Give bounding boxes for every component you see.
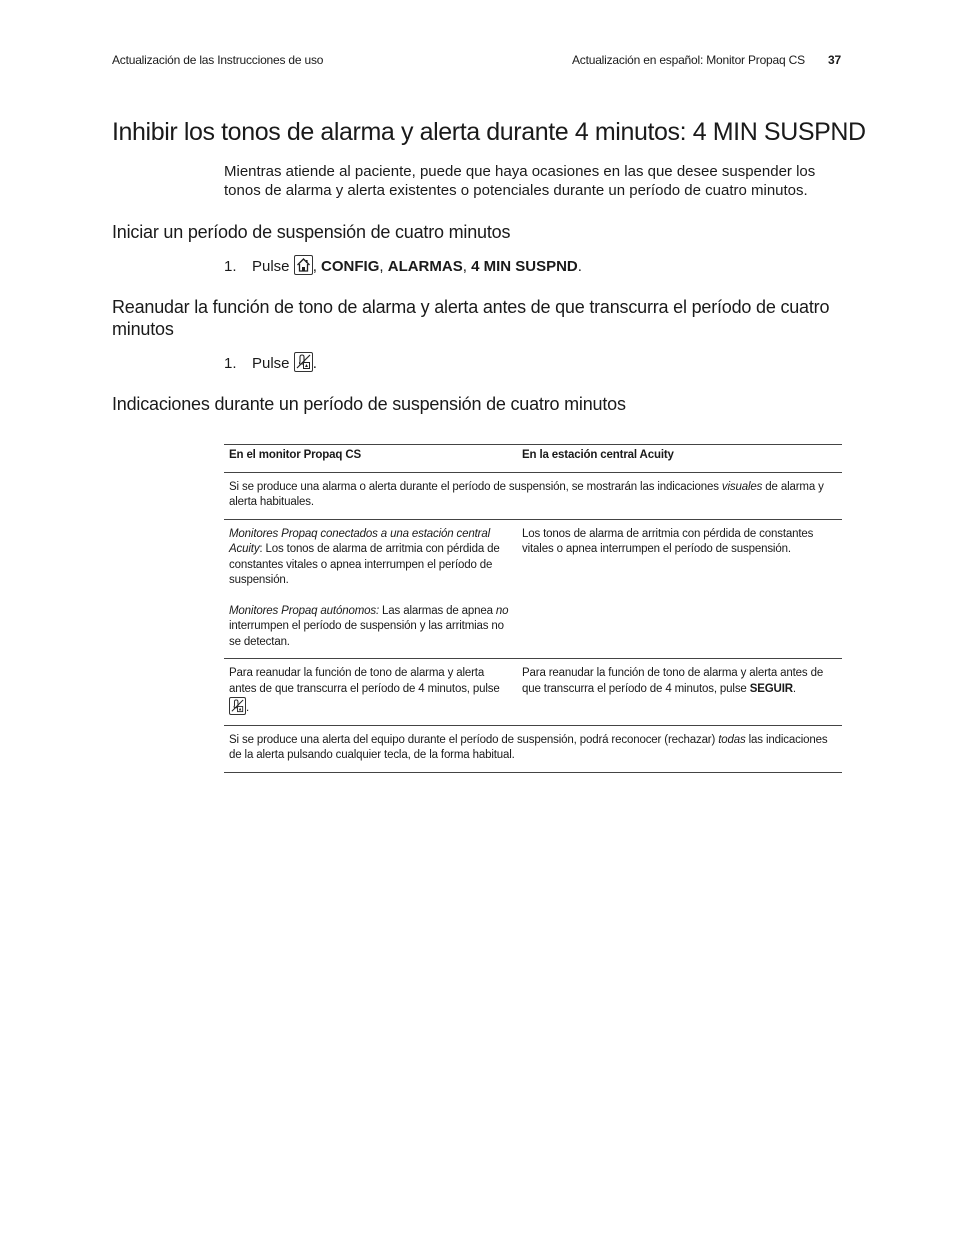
table-header-row xyxy=(224,445,842,473)
section-heading-resume: Reanudar la función de tono de alarma y alerta antes de que transcurra el período de cuatro minutos xyxy=(112,297,830,339)
seguir-key: SEGUIR xyxy=(749,682,793,695)
table-row xyxy=(224,725,842,772)
suspnd-key: 4 MIN SUSPND xyxy=(471,258,578,275)
step-number: 1. xyxy=(224,355,237,372)
step-resume: 1. Pulse . xyxy=(224,352,317,374)
alarm-silence-icon xyxy=(229,697,246,715)
running-header-left: Actualización de las Instrucciones de uso xyxy=(112,53,324,67)
column-header-central-station: En la estación central Acuity xyxy=(517,445,842,473)
table-row xyxy=(224,659,842,726)
table-cell: Para reanudar la función de tono de alarma y alerta antes de que transcurra el período de 4 minutos, pulse SEGUIR. xyxy=(517,659,842,726)
table-cell: Los tonos de alarma de arritmia con pérdida de constantes vitales o apnea interrumpen el período de suspensión. xyxy=(517,519,842,659)
config-key: CONFIG xyxy=(321,258,380,275)
step-start-suspend: 1. Pulse , CONFIG, ALARMAS, 4 MIN SUSPND. xyxy=(224,255,582,277)
section-heading-start-suspend: Iniciar un período de suspensión de cuatro minutos xyxy=(112,222,511,242)
table-cell: Si se produce una alarma o alerta durante el período de suspensión, se mostrarán las indicaciones visuales de alarma y alerta habituales. xyxy=(224,472,842,519)
running-header-right: Actualización en español: Monitor Propaq CS xyxy=(572,53,805,67)
step-text: Pulse xyxy=(252,355,290,372)
intro-paragraph: Mientras atiende al paciente, puede que haya ocasiones en las que desee suspender los tonos de alarma y alerta existentes o potenciales durante un período de cuatro minutos. xyxy=(224,163,816,199)
page-number: 37 xyxy=(828,53,841,67)
table-cell: Si se produce una alerta del equipo durante el período de suspensión, podrá reconocer (rechazar) todas las indicaciones de la alerta pulsando cualquier tecla, de la forma habitual. xyxy=(224,725,842,772)
column-header-monitor: En el monitor Propaq CS xyxy=(224,445,517,473)
alarm-silence-icon xyxy=(294,352,313,372)
page-title: Inhibir los tonos de alarma y alerta durante 4 minutos: 4 MIN SUSPND xyxy=(112,118,866,146)
table-row xyxy=(224,472,842,519)
section-heading-indications: Indicaciones durante un período de suspensión de cuatro minutos xyxy=(112,394,626,414)
alarmas-key: ALARMAS xyxy=(387,258,463,275)
step-number: 1. xyxy=(224,258,237,275)
indications-table xyxy=(224,444,842,773)
home-icon xyxy=(294,255,313,275)
table-cell: Para reanudar la función de tono de alarma y alerta antes de que transcurra el período de 4 minutos, pulse . xyxy=(224,659,517,726)
table-row xyxy=(224,519,842,659)
step-text: Pulse xyxy=(252,258,290,275)
table-cell: Monitores Propaq conectados a una estación central Acuity: Los tonos de alarma de arritmia con pérdida de constantes vitales o apnea interrumpen el período de suspensión. Monitores Propaq autónomos: Las alarmas de apnea no interrumpen el período de suspensión y las arritmias no se detectan. xyxy=(224,519,517,659)
